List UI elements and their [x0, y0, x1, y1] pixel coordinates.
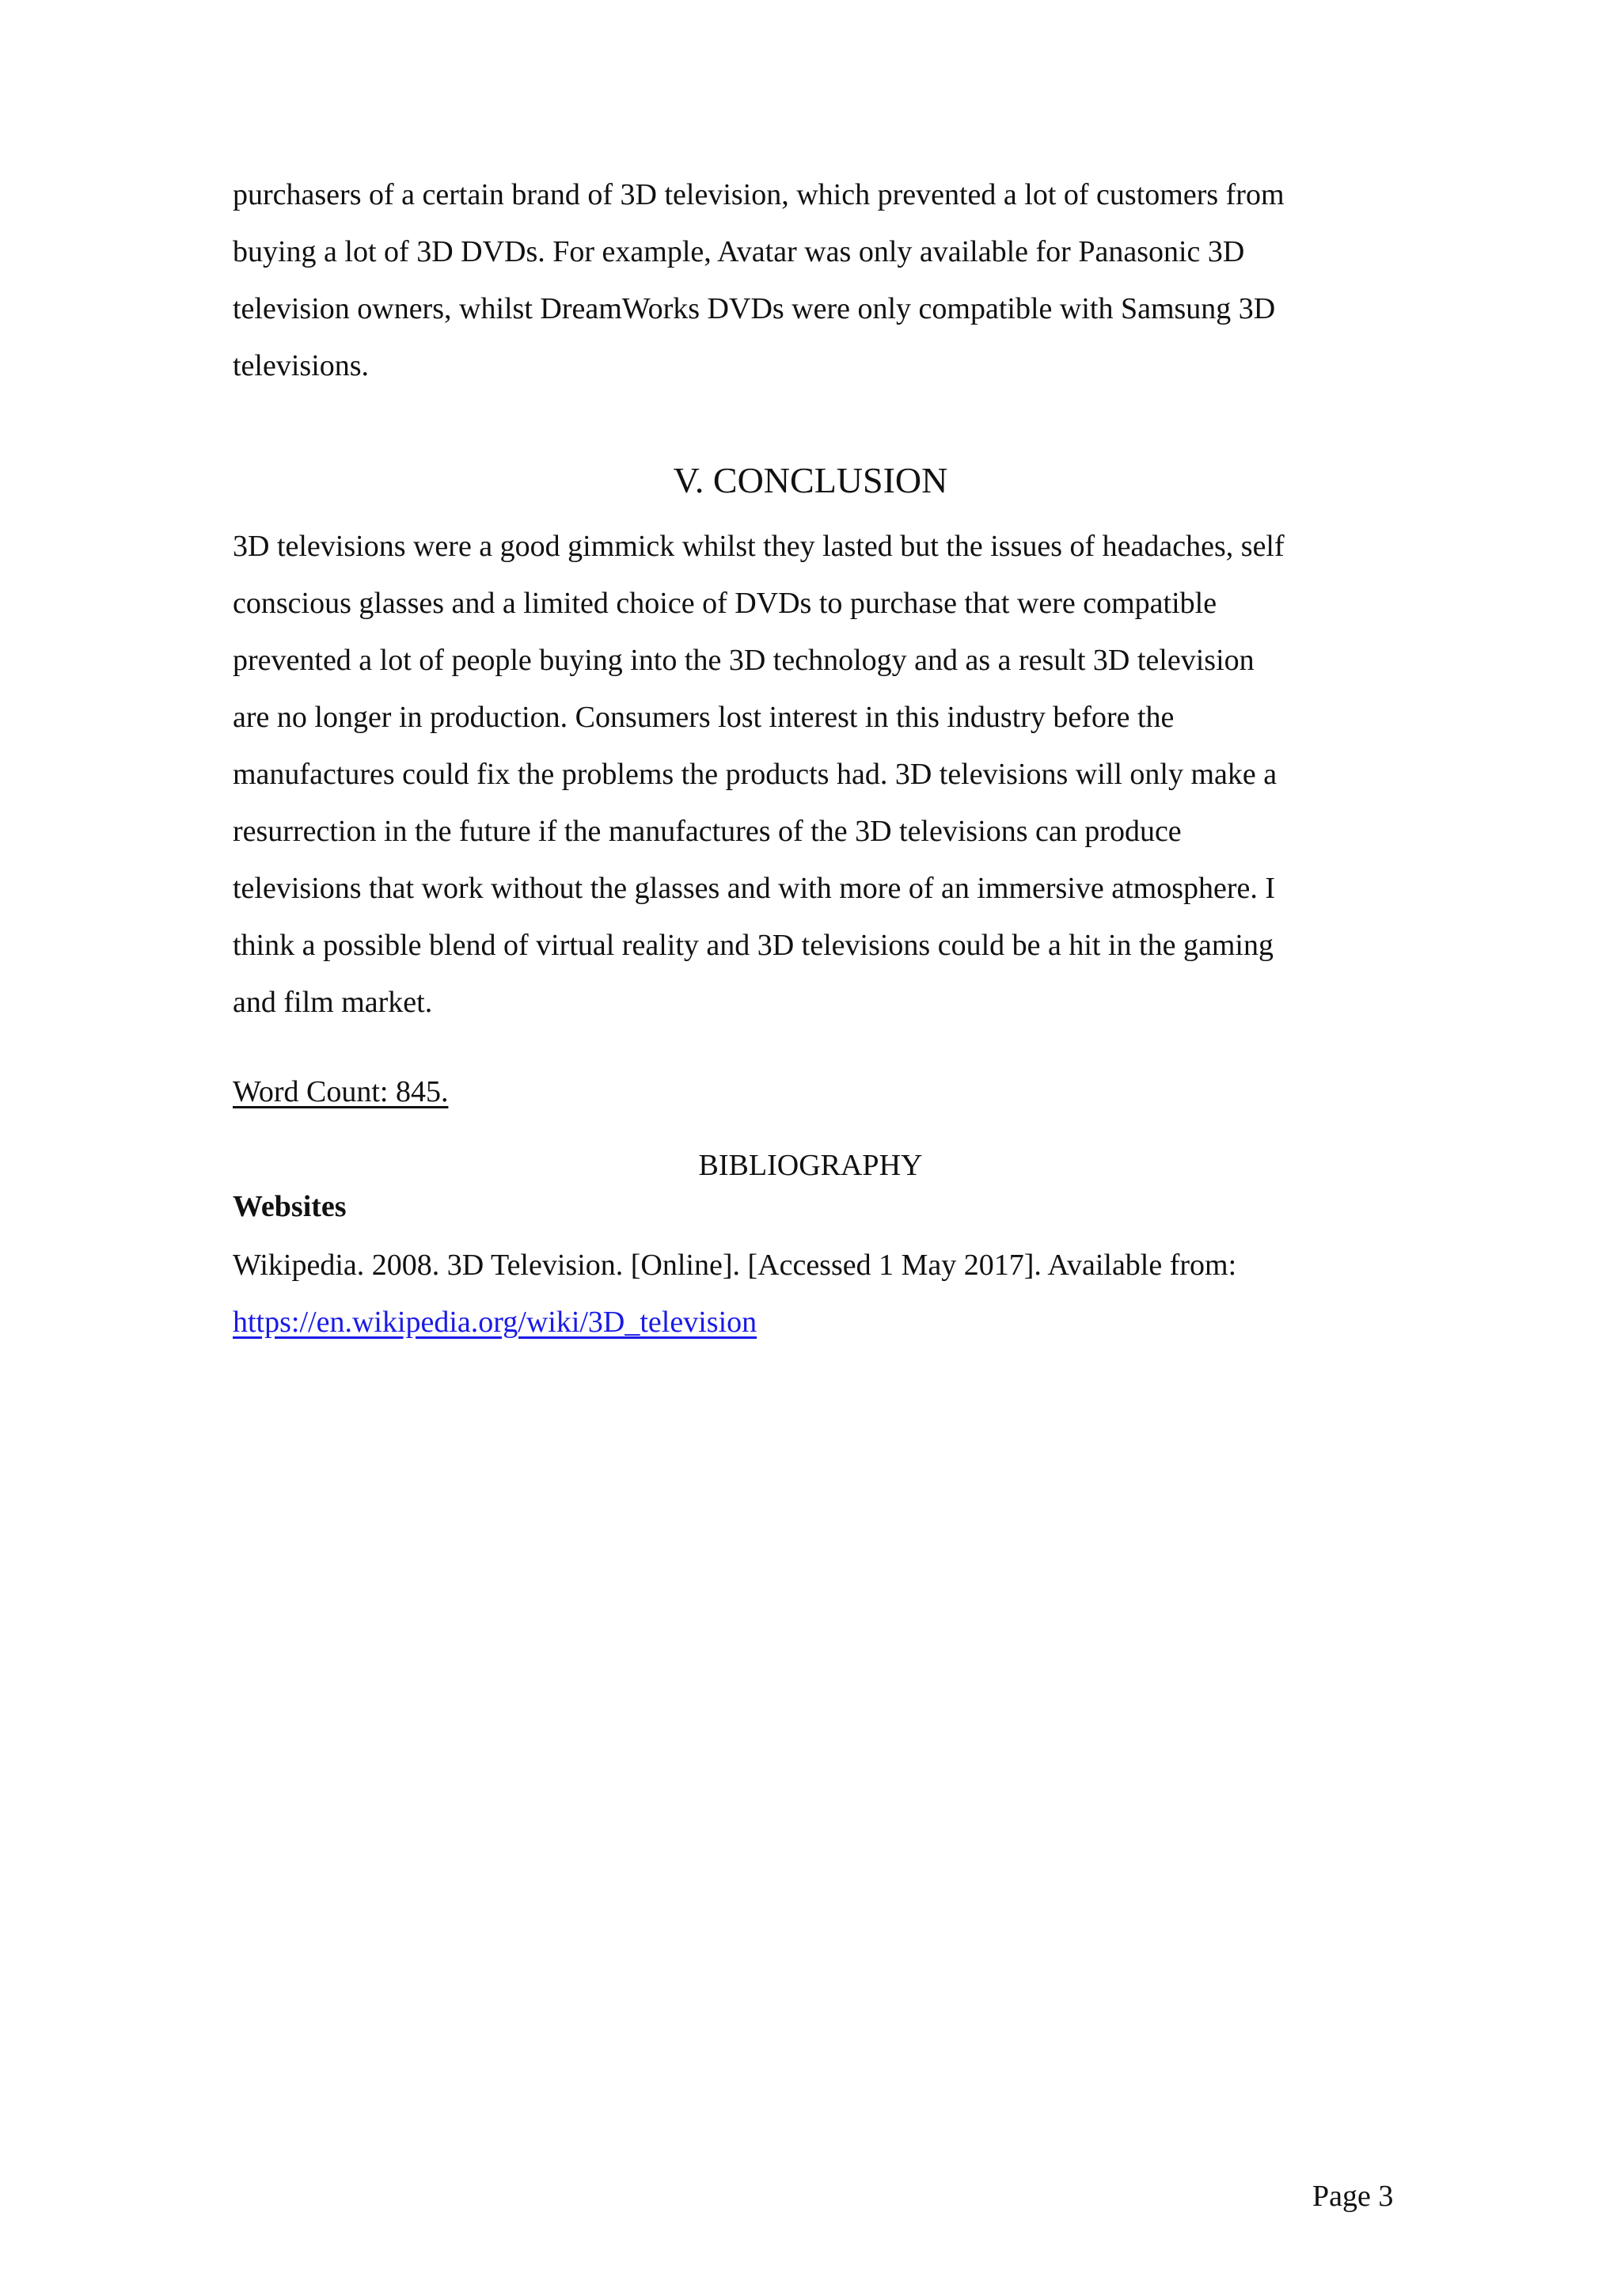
paragraph-line: manufactures could fix the problems the products had. 3D televisions will only make a: [233, 758, 1277, 791]
paragraph-line: buying a lot of 3D DVDs. For example, Avatar was only available for Panasonic 3D: [233, 235, 1245, 268]
paragraph-line: and film market.: [233, 986, 433, 1019]
conclusion-heading: V. CONCLUSION: [673, 460, 948, 500]
paragraph-line: think a possible blend of virtual reality and 3D televisions could be a hit in the gaming: [233, 929, 1274, 962]
intro-paragraph: [233, 166, 1390, 394]
word-count: Word Count: 845.: [233, 1075, 449, 1108]
websites-subheading: Websites: [233, 1190, 347, 1223]
paragraph-line: televisions that work without the glasses and with more of an immersive atmosphere. I: [233, 872, 1276, 905]
paragraph-line: purchasers of a certain brand of 3D television, which prevented a lot of customers from: [233, 178, 1285, 211]
paragraph-line: 3D televisions were a good gimmick whilst they lasted but the issues of headaches, self: [233, 530, 1285, 563]
bibliography-entry-text: Wikipedia. 2008. 3D Television. [Online]. [Accessed 1 May 2017]. Available from:: [233, 1249, 1237, 1282]
bibliography-heading: BIBLIOGRAPHY: [698, 1149, 923, 1182]
bibliography-link[interactable]: https://en.wikipedia.org/wiki/3D_television: [233, 1306, 757, 1339]
conclusion-paragraph: [233, 518, 1390, 1031]
paragraph-line: are no longer in production. Consumers lost interest in this industry before the: [233, 701, 1175, 734]
bibliography-entry: [233, 1237, 1390, 1351]
paragraph-line: prevented a lot of people buying into the 3D technology and as a result 3D television: [233, 644, 1255, 677]
paragraph-line: resurrection in the future if the manufactures of the 3D televisions can produce: [233, 815, 1182, 848]
page-number: Page 3: [1312, 2180, 1394, 2213]
paragraph-line: televisions.: [233, 349, 370, 382]
paragraph-line: conscious glasses and a limited choice of DVDs to purchase that were compatible: [233, 587, 1217, 620]
paragraph-line: television owners, whilst DreamWorks DVDs were only compatible with Samsung 3D: [233, 292, 1276, 325]
